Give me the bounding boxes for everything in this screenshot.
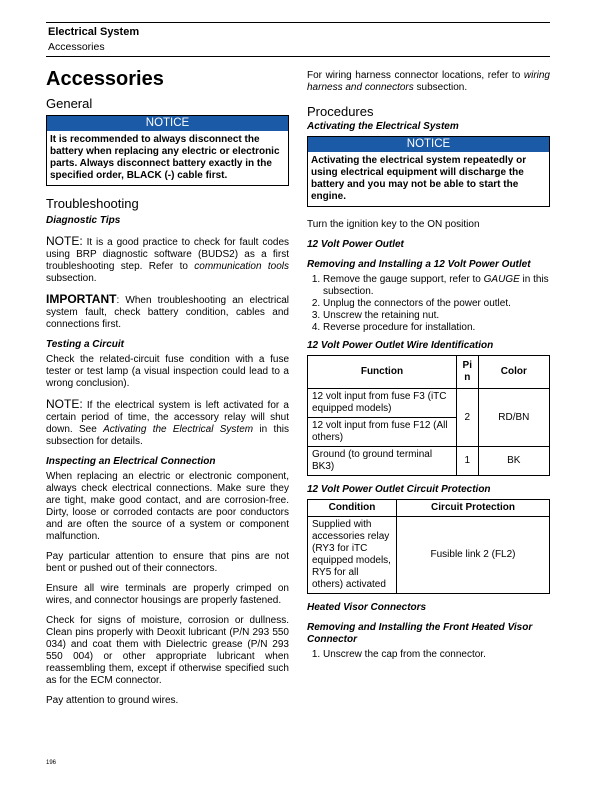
- header-subtitle: Accessories: [48, 41, 105, 53]
- ignition-text: Turn the ignition key to the ON position: [307, 219, 480, 230]
- header-bottom-rule: [46, 56, 550, 57]
- activating-heading: Activating the Electrical System: [307, 121, 459, 132]
- communication-tools-link[interactable]: communication tools: [194, 261, 289, 272]
- wiring-harness-link[interactable]: wiring harness and connectors: [307, 70, 550, 93]
- notice-text: It is recommended to always disconnect the battery when replacing any electric or electronic parts. Always disconnect battery exactly in the specified order, BLACK (-) cable first.: [50, 134, 280, 181]
- general-notice-box: [46, 115, 289, 186]
- table-header-row: [308, 356, 550, 389]
- inspecting-connection-heading: Inspecting an Electrical Connection: [46, 456, 216, 467]
- inspect-paragraph-3: Ensure all wire terminals are properly crimped on wires, and connector housings are properly fastened.: [46, 583, 289, 606]
- header-title: Electrical System: [48, 26, 140, 38]
- list-item: 3. Unscrew the retaining nut.: [323, 310, 550, 322]
- wire-id-table: [307, 355, 550, 476]
- inspect-paragraph-2: Pay particular attention to ensure that pins are not bent or pushed out of their connectors.: [46, 551, 289, 574]
- inspect-paragraph-1: When replacing an electric or electronic component, always check electrical connections. Make sure they are tight, make good contact, and are corrosion-free. Dirty, loose or corroded contacts are poor conductors and are often the source of a system or component malfunction.: [46, 471, 289, 542]
- testing-circuit-heading: Testing a Circuit: [46, 339, 124, 350]
- right-column: [307, 70, 550, 667]
- wire-id-heading: 12 Volt Power Outlet Wire Identification: [307, 340, 494, 351]
- notice-label: NOTICE: [47, 116, 288, 131]
- column-header: Condition: [308, 500, 397, 517]
- circuit-protection-table: [307, 499, 550, 594]
- procedures-heading: Procedures: [307, 104, 374, 119]
- list-item: 1. Unscrew the cap from the connector.: [323, 649, 550, 661]
- table-header-row: [308, 500, 550, 517]
- table-cell: 2: [456, 389, 478, 447]
- note-relay-shutdown: NOTE: If the electrical system is left activated for a certain period of time, the accessory relay will shut down. See Activating the Electrical System in this subsection for details.: [46, 397, 290, 447]
- table-row: [308, 517, 550, 594]
- table-row: [308, 447, 550, 476]
- note-label: NOTE:: [46, 234, 83, 248]
- list-item: 1. Remove the gauge support, refer to GAUGE in this subsection.: [323, 274, 550, 298]
- inspect-paragraph-4: Check for signs of moisture, corrosion or dullness. Clean pins properly with Deoxit lubricant (P/N 293 550 034) and coat them with Dielectric grease (P/N 293 550 004) or other appropriate lubricant when reassembling them, except if otherwise specified such as for the ECM connector.: [46, 615, 289, 686]
- left-column: [46, 64, 289, 715]
- diagnostic-tips-heading: Diagnostic Tips: [46, 215, 121, 226]
- running-header: [46, 22, 550, 56]
- heated-visor-heading: Heated Visor Connectors: [307, 602, 427, 613]
- circuit-protection-heading: 12 Volt Power Outlet Circuit Protection: [307, 484, 491, 495]
- testing-circuit-text: Check the related-circuit fuse condition with a fuse tester or test lamp (a visual inspection could lead to a wrong conclusion).: [46, 354, 289, 389]
- list-item: 2. Unplug the connectors of the power outlet.: [323, 298, 550, 310]
- note-fault-codes: NOTE: It is a good practice to check for fault codes using BRP diagnostic software (BUDS2) as a first troubleshooting step. Refer to communication tools subsection.: [46, 234, 289, 284]
- visor-steps: [307, 649, 550, 661]
- visor-connector-heading: Removing and Installing the Front Heated Visor Connector: [307, 622, 533, 645]
- table-cell: 12 volt input from fuse F3 (iTC equipped models): [308, 389, 457, 418]
- table-cell: 12 volt input from fuse F12 (All others): [308, 418, 457, 447]
- power-outlet-heading: 12 Volt Power Outlet: [307, 239, 404, 250]
- page-title: Accessories: [46, 68, 164, 90]
- wiring-intro: For wiring harness connector locations, refer to wiring harness and connectors subsection.: [307, 70, 550, 93]
- troubleshooting-heading: Troubleshooting: [46, 196, 139, 211]
- table-cell: RD/BN: [478, 389, 549, 447]
- inspect-paragraph-5: Pay attention to ground wires.: [46, 695, 179, 706]
- column-header: Color: [478, 356, 549, 389]
- column-header: Pin: [456, 356, 478, 389]
- remove-outlet-heading: Removing and Installing a 12 Volt Power Outlet: [307, 259, 531, 270]
- important-note: IMPORTANT: When troubleshooting an electrical system fault, check battery condition, cables and connections first.: [46, 292, 289, 330]
- notice-text: Activating the electrical system repeatedly or using electrical equipment will discharge the battery and you may not be able to start the engine.: [311, 155, 527, 202]
- table-cell: Ground (to ground terminal BK3): [308, 447, 457, 476]
- note-label: NOTE:: [46, 397, 83, 411]
- table-cell: Fusible link 2 (FL2): [397, 517, 550, 594]
- notice-label: NOTICE: [308, 137, 549, 152]
- column-header: Function: [308, 356, 457, 389]
- list-item: 4. Reverse procedure for installation.: [323, 322, 550, 334]
- gauge-link[interactable]: GAUGE: [483, 274, 520, 285]
- important-label: IMPORTANT: [46, 292, 117, 306]
- table-cell: 1: [456, 447, 478, 476]
- removal-steps: [307, 274, 550, 334]
- activating-notice-box: [307, 136, 550, 207]
- column-header: Circuit Protection: [397, 500, 550, 517]
- general-heading: General: [46, 96, 93, 111]
- table-row: [308, 389, 550, 418]
- page-number: 196: [46, 760, 57, 766]
- table-cell: Supplied with accessories relay (RY3 for iTC equipped models, RY5 for all others) activated: [308, 517, 397, 594]
- table-cell: BK: [478, 447, 549, 476]
- activating-electrical-system-link[interactable]: Activating the Electrical System: [103, 424, 254, 435]
